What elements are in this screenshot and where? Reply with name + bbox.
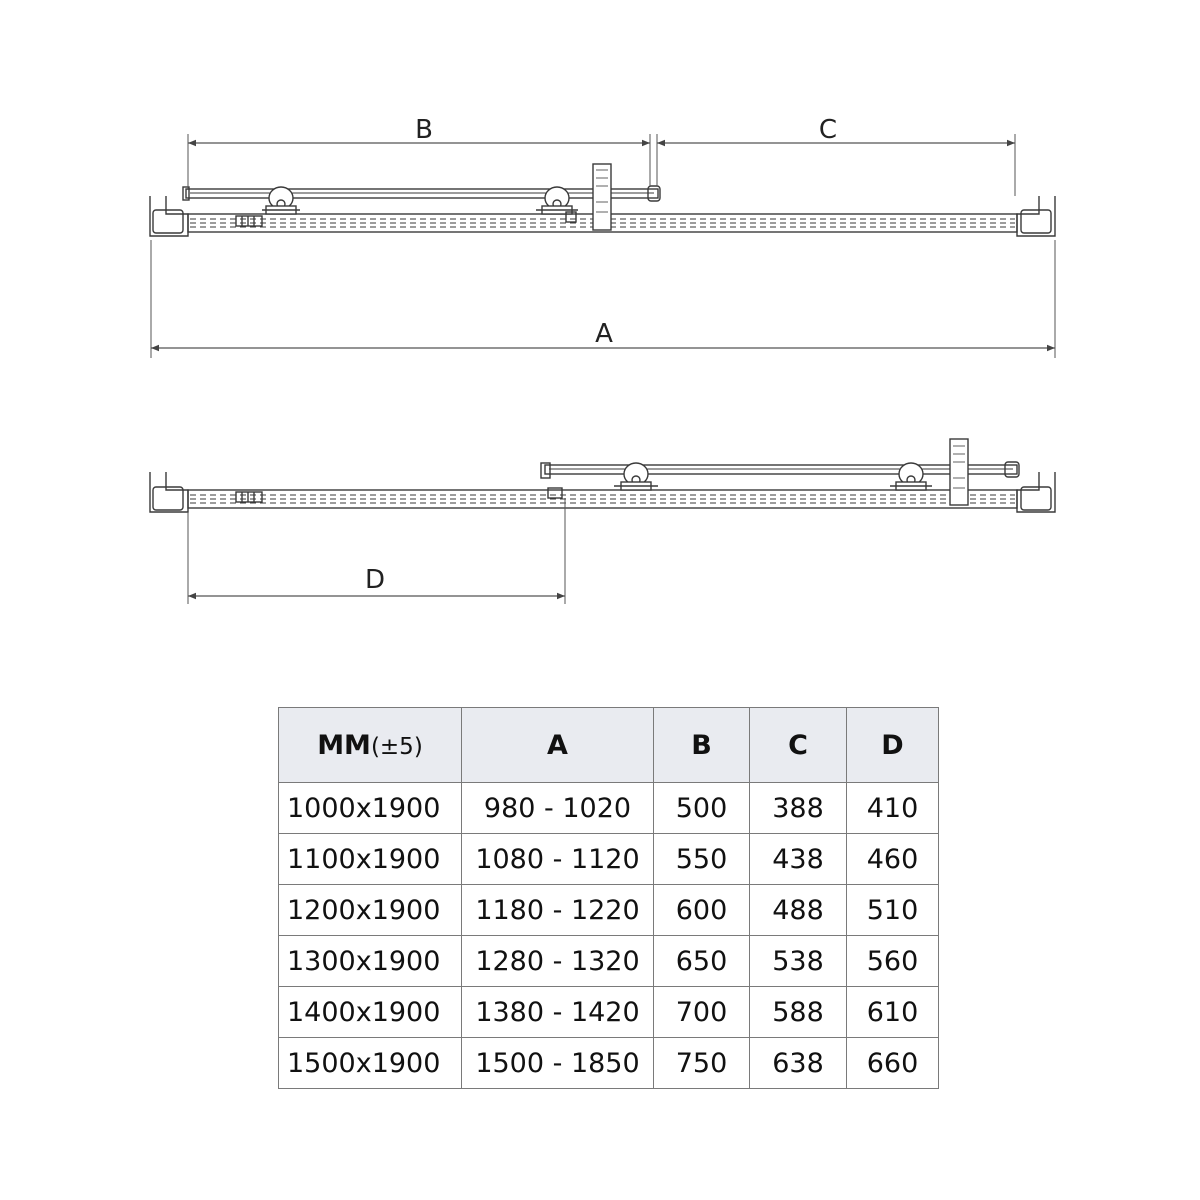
cell-d: 610 [847, 987, 939, 1038]
roller-right [536, 187, 578, 214]
bottom-view [150, 439, 1055, 512]
header-tolerance: (±5) [370, 733, 423, 760]
cell-d: 410 [847, 783, 939, 834]
cell-size: 1400x1900 [279, 987, 462, 1038]
cell-a: 1280 - 1320 [462, 936, 654, 987]
left-wall-profile [150, 196, 188, 236]
fixed-glass-panel-2 [188, 490, 1017, 508]
dimension-d [188, 565, 565, 596]
table-row [279, 936, 939, 987]
cell-c: 388 [750, 783, 847, 834]
cell-c: 488 [750, 885, 847, 936]
top-view [150, 164, 1055, 236]
table-header-row [279, 708, 939, 783]
header-d: D [847, 708, 939, 783]
header-size-mm [279, 708, 462, 783]
sliding-door-panel-2 [541, 462, 1019, 498]
table-row [279, 783, 939, 834]
cell-size: 1500x1900 [279, 1038, 462, 1089]
dimension-c [657, 115, 1015, 145]
header-c: C [750, 708, 847, 783]
cell-size: 1100x1900 [279, 834, 462, 885]
dimension-b [188, 115, 650, 145]
table-row [279, 1038, 939, 1089]
right-wall-profile [1017, 196, 1055, 236]
dimension-b-label: B [415, 115, 433, 145]
roller-left-2 [614, 463, 658, 490]
table-row [279, 885, 939, 936]
header-a: A [462, 708, 654, 783]
cell-size: 1300x1900 [279, 936, 462, 987]
cell-a: 1500 - 1850 [462, 1038, 654, 1089]
roller-right-2 [890, 463, 932, 490]
dimensions-table [278, 707, 939, 1089]
cell-b: 700 [654, 987, 750, 1038]
cell-d: 460 [847, 834, 939, 885]
cell-d: 560 [847, 936, 939, 987]
cell-a: 1080 - 1120 [462, 834, 654, 885]
dimension-d-label: D [364, 565, 386, 595]
roller-left [262, 187, 300, 214]
right-wall-profile-2 [1017, 472, 1055, 512]
header-mm-label: MM [317, 729, 371, 761]
cell-a: 1180 - 1220 [462, 885, 654, 936]
cell-c: 538 [750, 936, 847, 987]
sliding-door-panel [183, 186, 660, 201]
left-wall-profile-2 [150, 472, 188, 512]
table-row [279, 987, 939, 1038]
door-handle-2 [950, 439, 968, 505]
cell-b: 600 [654, 885, 750, 936]
dimension-a-label: A [595, 319, 613, 349]
header-b: B [654, 708, 750, 783]
dimension-c-label: C [818, 115, 838, 145]
cell-b: 650 [654, 936, 750, 987]
dimension-a [151, 319, 1055, 349]
cell-b: 500 [654, 783, 750, 834]
cell-b: 550 [654, 834, 750, 885]
table-row [279, 834, 939, 885]
seal-strip [236, 216, 262, 226]
cell-size: 1000x1900 [279, 783, 462, 834]
door-handle [566, 164, 611, 230]
cell-a: 1380 - 1420 [462, 987, 654, 1038]
cell-a: 980 - 1020 [462, 783, 654, 834]
cell-c: 588 [750, 987, 847, 1038]
cell-c: 638 [750, 1038, 847, 1089]
cell-b: 750 [654, 1038, 750, 1089]
cell-c: 438 [750, 834, 847, 885]
cell-d: 660 [847, 1038, 939, 1089]
seal-strip-2 [236, 492, 262, 502]
cell-size: 1200x1900 [279, 885, 462, 936]
cell-d: 510 [847, 885, 939, 936]
